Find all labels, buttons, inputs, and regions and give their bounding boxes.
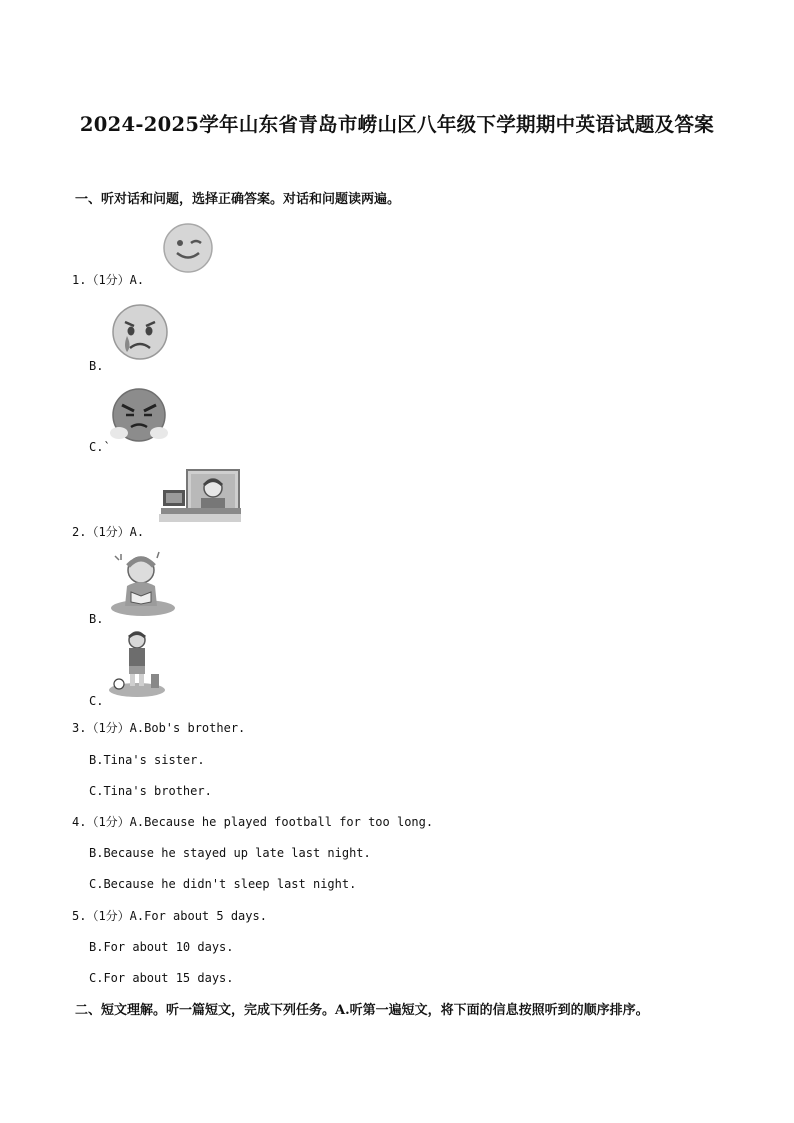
- q4-number: 4.（1分）A.Because he played football for too long.: [72, 815, 434, 829]
- section-1-heading: 一、听对话和问题，选择正确答案。对话和问题读两遍。: [75, 192, 401, 207]
- q1-option-b-label: B.: [89, 359, 104, 373]
- q3-option-c: C.Tina's brother.: [89, 784, 212, 798]
- q5-number: 5.（1分）A.For about 5 days.: [72, 909, 267, 923]
- q2-option-c-image: [107, 628, 177, 698]
- q4-option-c: C.Because he didn't sleep last night.: [89, 877, 357, 891]
- boy-with-football-icon: [107, 628, 177, 698]
- q2-option-b-label: B.: [89, 612, 104, 626]
- page-title: 2024-2025学年山东省青岛市崂山区八年级下学期期中英语试题及答案: [79, 113, 715, 136]
- q1-option-c-label: C.`: [89, 440, 111, 454]
- q1-option-b-image: [107, 300, 173, 364]
- q5-option-b: B.For about 10 days.: [89, 940, 234, 954]
- q2-option-a-image: [157, 466, 243, 526]
- q1-option-a-image: [157, 220, 219, 276]
- q1-number: 1.（1分）A.: [72, 273, 145, 287]
- angry-emoji-icon: [107, 385, 171, 445]
- q2-number: 2.（1分）A.: [72, 525, 145, 539]
- q1-option-c-image: [107, 385, 171, 445]
- q3-number: 3.（1分）A.Bob's brother.: [72, 721, 246, 735]
- boy-reading-book-icon: [107, 548, 179, 618]
- winking-emoji-icon: [157, 220, 219, 276]
- section-2-heading: 二、短文理解。听一篇短文，完成下列任务。A.听第一遍短文，将下面的信息按照听到的顺序排序。: [75, 1003, 649, 1018]
- crying-emoji-icon: [107, 300, 173, 364]
- q2-option-c-label: C.: [89, 694, 104, 708]
- boy-watching-tv-icon: [157, 466, 243, 526]
- q4-option-b: B.Because he stayed up late last night.: [89, 846, 371, 860]
- q5-option-c: C.For about 15 days.: [89, 971, 234, 985]
- q2-option-b-image: [107, 548, 179, 618]
- q3-option-b: B.Tina's sister.: [89, 753, 205, 767]
